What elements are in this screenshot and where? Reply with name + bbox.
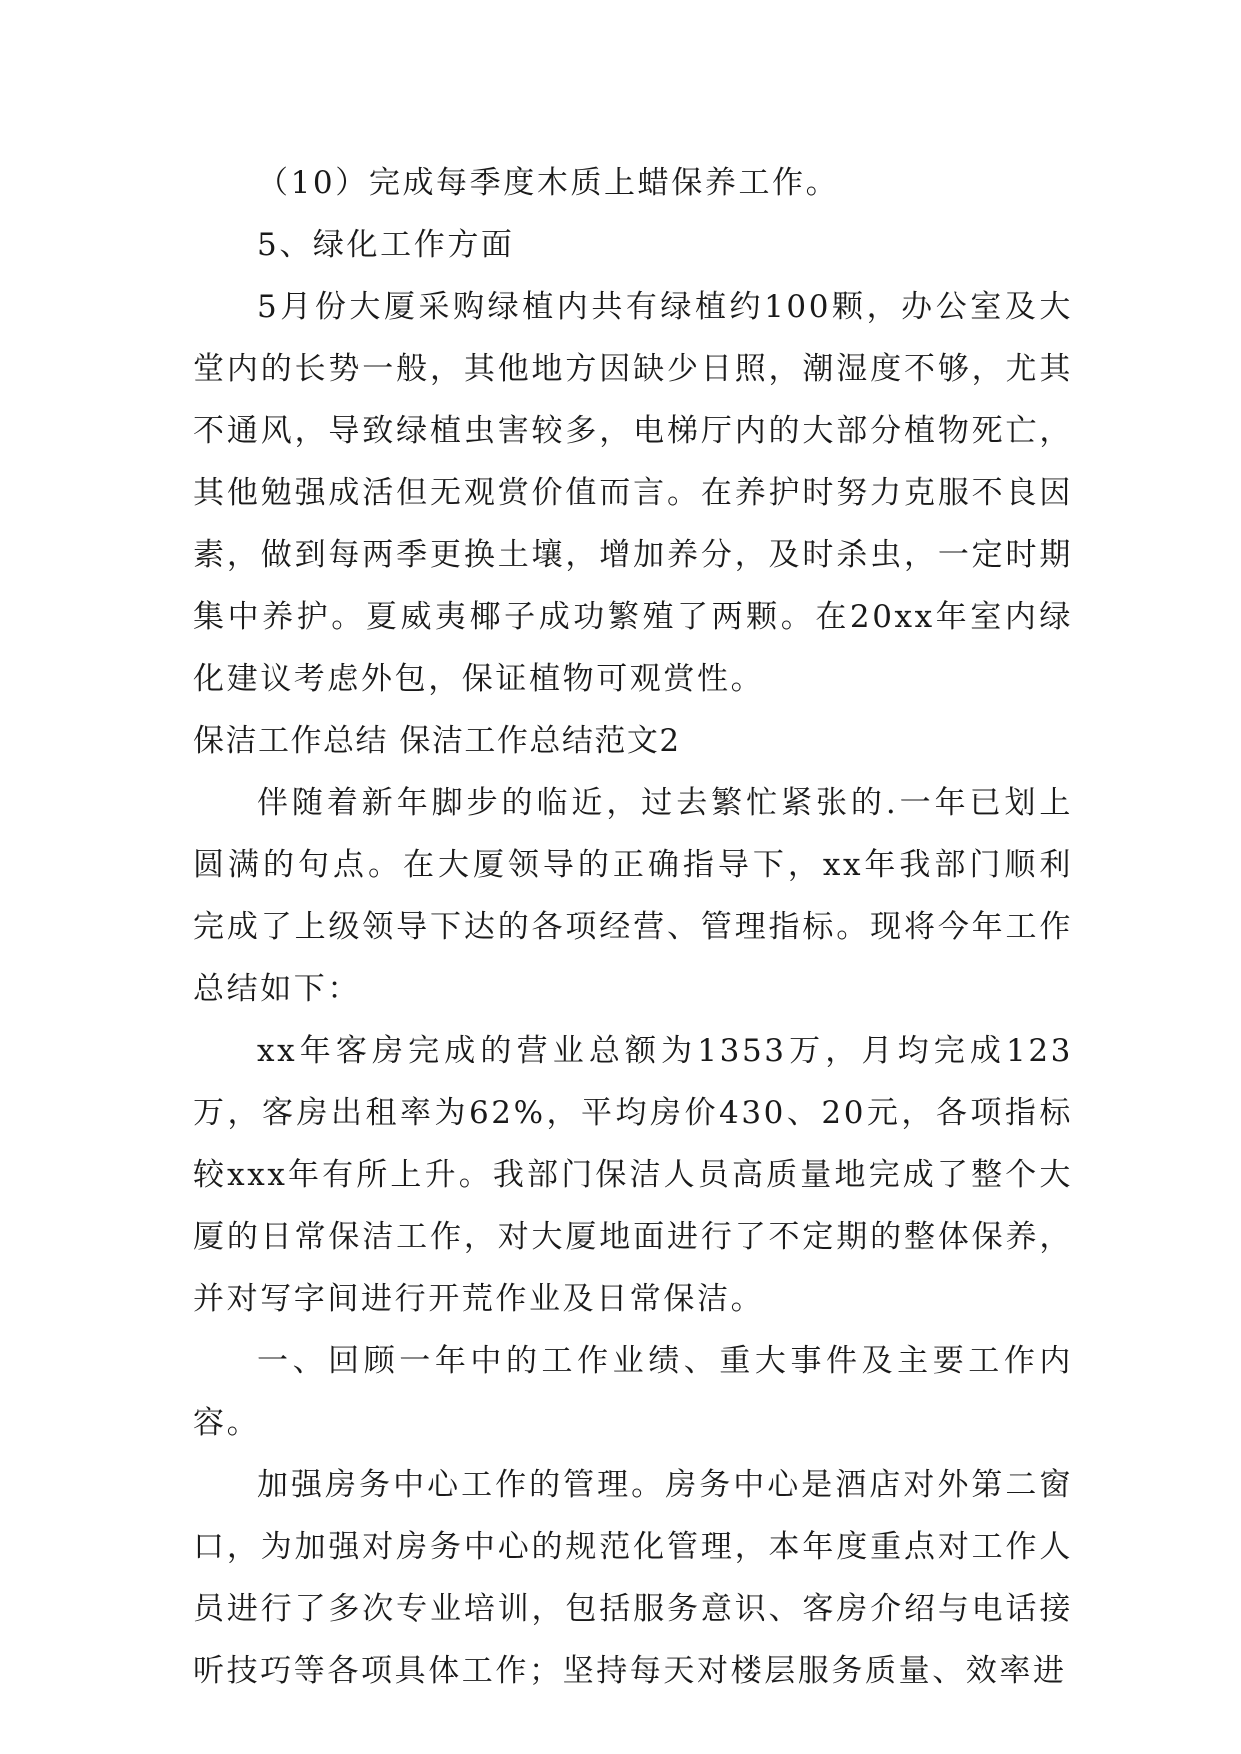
- document-body: [193, 152, 1073, 1702]
- section-heading-review: 一、回顾一年中的工作业绩、重大事件及主要工作内容。: [193, 1343, 1073, 1441]
- paragraph-housekeeping: 加强房务中心工作的管理。房务中心是酒店对外第二窗口，为加强对房务中心的规范化管理，本年度重点对工作人员进行了多次专业培训，包括服务意识、客房介绍与电话接听技巧等各项具体工作；坚持每天对楼层服务质量、效率进: [193, 1467, 1073, 1689]
- paragraph-greening: 5月份大厦采购绿植内共有绿植约100颗，办公室及大堂内的长势一般，其他地方因缺少日照，潮湿度不够，尤其不通风，导致绿植虫害较多，电梯厅内的大部分植物死亡，其他勉强成活但无观赏价值而言。在养护时努力克服不良因素，做到每两季更换土壤，增加养分，及时杀虫，一定时期集中养护。夏威夷椰子成功繁殖了两颗。在20xx年室内绿化建议考虑外包，保证植物可观赏性。: [193, 289, 1074, 697]
- paragraph-item-10: （10）完成每季度木质上蜡保养工作。: [257, 165, 840, 201]
- paragraph-revenue: xx年客房完成的营业总额为1353万，月均完成123万，客房出租率为62%，平均房价430、20元，各项指标较xxx年有所上升。我部门保洁人员高质量地完成了整个大厦的日常保洁工作，对大厦地面进行了不定期的整体保养，并对写字间进行开荒作业及日常保洁。: [193, 1033, 1073, 1317]
- section-heading-greening: 5、绿化工作方面: [257, 227, 515, 263]
- paragraph-intro: 伴随着新年脚步的临近，过去繁忙紧张的.一年已划上圆满的句点。在大厦领导的正确指导下，xx年我部门顺利完成了上级领导下达的各项经营、管理指标。现将今年工作总结如下：: [193, 785, 1073, 1007]
- article-title: 保洁工作总结 保洁工作总结范文2: [193, 723, 681, 759]
